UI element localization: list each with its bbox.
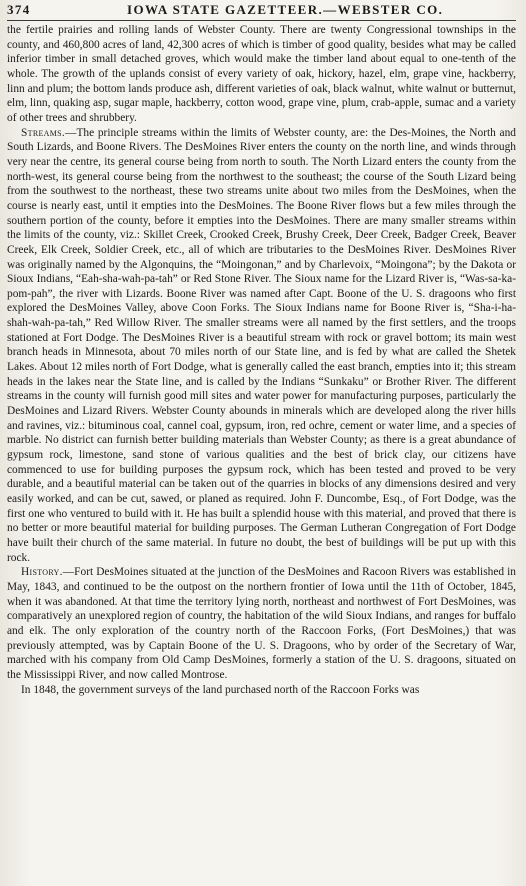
paragraph-history (7, 565, 516, 682)
history-heading: History. (21, 566, 63, 579)
paragraph-survey-text: In 1848, the government surveys of the land purchased north of the Raccoon Forks was (21, 683, 420, 696)
page-number: 374 (7, 2, 31, 17)
paragraph-intro-text: the fertile prairies and rolling lands of Webster County. There are twenty Congressional townships in the county, and 460,800 acres of land, 42,300 acres of which is timber of good quality, besides what may be called inferior timber in small detached groves, which would make the timber land about equal to one-tenth of the whole. The growth of the uplands consist of every variety of oak, hickory, hazel, elm, grape vine, hackberry, linn and plum; the bottom lands produce ash, different varieties of oak, black walnut, white walnut or butternut, elm, linn, quaking asp, sugar maple, hackberry, cotton wood, grape vine, plum, crab-apple, sumac and a variety of other trees and shrubbery. (7, 24, 516, 124)
header-rule (7, 20, 516, 21)
paragraph-streams-text: —The principle streams within the limits of Webster county, are: the Des-Moines, the North and South Lizards, and Boone Rivers. The DesMoines River enters the county on the north line, and winds through very near the centre, its general course being from north to south. The North Lizard enters the county from the north-west, its general course being from the northwest to the southeast; the course of the South Lizard being from the southwest to the northeast, these two streams unite about two miles from the DesMoines, when the course is nearly east, until it empties into the DesMoines. The Boone River flows but a few miles through the southern portion of the county, before it empties into the DesMoines. There are many smaller streams within the limits of the county, viz.: Skillet Creek, Crooked Creek, Brushy Creek, Deer Creek, Badger Creek, Beaver Creek, Elk Creek, Soldier Creek, etc., all of which are tributaries to the DesMoines River. DesMoines River was originally named by the Algonquins, the “Moingonan,” and by Charlevoix, “Moingona”; by the Dakota or Sioux Indians, “Eah-sha-wah-pa-tah” or Red Stone River. The Sioux name for the Lizard River is, “Was-sa-ka-pom-pah”, the river with Lizards. Boone River was named after Capt. Boone of the U. S. dragoons who first explored the DesMoines Valley, above Coon Forks. The Sioux Indians name for Boone River is, “Sha-i-ha-shah-wah-pa-tah,” Red Willow River. The smaller streams were all named by the first settlers, and the troops stationed at Fort Dodge. The DesMoines River is a beautiful stream with rock or gravel bottom; its main west branch heads in Minnesota, about 70 miles north of our State line, and is fed by what are called the Shetek Lakes. About 12 miles north of Fort Dodge, what is generally called the east branch, empties into it; this stream heads in the lakes near the State line, and is called by the Indians “Sunkaku” or Brother River. The different streams in the county will furnish good mill sites and water power for manufacturing purposes, particularly the DesMoines and Lizard Rivers. Webster County abounds in minerals which are developed along the river hills and ravines, viz.: bituminous coal, cannel coal, gypsum, iron, red ochre, cement or water lime, and a species of marble. No district can furnish better building materials than Webster County; as there is a great abundance of gypsum rock, limestone, sand stone of various qualities and the best of brick clay, our citizens have commenced to use for building purposes the gypsum rock, which has been tested and proved to be very durable, and a beautiful material can be taken out of the quarries in blocks of any dimensions desired and very easily worked, and can be cut, sawed, or planed as required. John F. Duncombe, Esq., of Fort Dodge, was the first one who ventured to build with it. He has built a splendid house with this material, and proved that there is no better or more beautiful material for building purposes. The German Lutheran Congregation of Fort Dodge have built their church of the same material. In future no doubt, the best of buildings will be put up with this rock. (7, 126, 516, 564)
article-body (7, 23, 516, 697)
streams-heading: Streams. (21, 126, 66, 139)
running-head (7, 2, 516, 20)
paragraph-survey (7, 683, 516, 698)
paragraph-intro (7, 23, 516, 126)
paragraph-streams (7, 126, 516, 566)
running-head-title: IOWA STATE GAZETTEER.—WEBSTER CO. (127, 2, 444, 17)
paragraph-history-text: —Fort DesMoines situated at the junction of the DesMoines and Racoon Rivers was established in May, 1843, and continued to be the outpost on the northern frontier of Iowa until the 11th of October, 1845, when it was abandoned. At that time the territory lying north, northeast and northwest of Fort DesMoines, was comparatively an unexplored region of country, the habitation of the wild Sioux Indians, and ranges for buffalo and elk. The only exploration of the country north of the Raccoon Forks, (Fort DesMoines,) that was previously attempted, was by Captain Boone of the U. S. Dragoons, who by order of the Secretary of War, marched with his company from Old Camp DesMoines, formerly a station of the U. S. dragoons, situated on the Mississippi River, and now called Montrose. (7, 566, 516, 681)
